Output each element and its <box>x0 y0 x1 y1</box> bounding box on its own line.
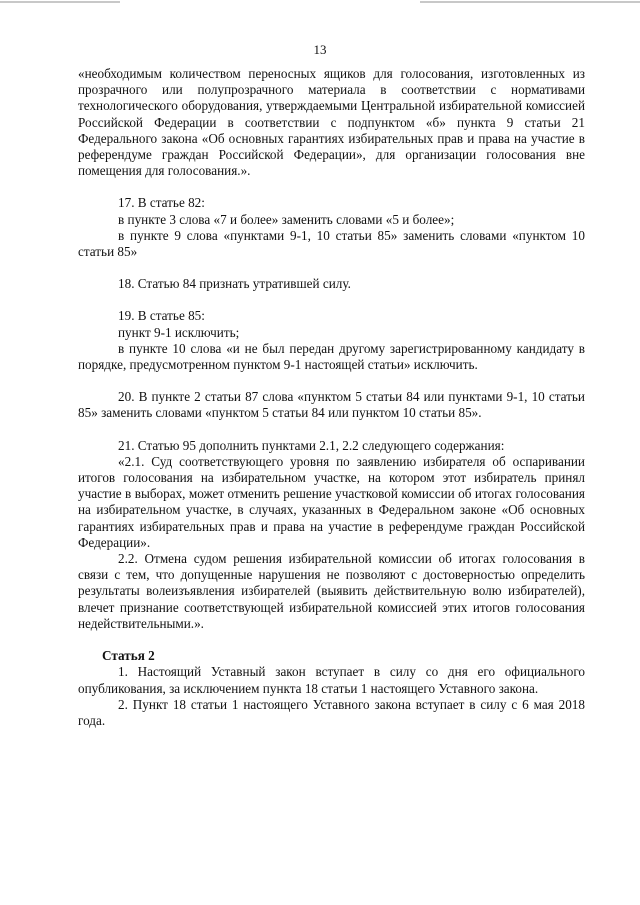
amendment-item-20: 20. В пункте 2 статьи 87 слова «пунктом 5 статьи 84 или пунктами 9-1, 10 статьи 85» заменить словами «пунктом 5 статьи 84 или пунктом 10 статьи 85». <box>78 389 585 421</box>
paragraph-continuation: «необходимым количеством переносных ящиков для голосования, изготовленных из прозрачного или полупрозрачного материала в соответствии с нормативами технологического оборудования, утверждаемыми Центральной избирательной комиссией Российской Федерации в соответствии с подпунктом «б» пункта 9 статьи 21 Федерального закона «Об основных гарантиях избирательных прав и права на участие в референдуме граждан Российской Федерации», для организации голосования вне помещения для голосования.». <box>78 66 585 179</box>
article-2-item-2: 2. Пункт 18 статьи 1 настоящего Уставного закона вступает в силу с 6 мая 2018 года. <box>78 696 585 728</box>
amendment-subitem: в пункте 9 слова «пунктами 9-1, 10 статьи 85» заменить словами «пунктом 10 статьи 85» <box>78 227 585 260</box>
scan-mark <box>0 1 120 3</box>
scan-edge-artifact <box>0 0 640 6</box>
article-2-heading: Статья 2 <box>102 648 155 664</box>
amendment-subitem: пункт 9-1 исключить; <box>118 324 240 340</box>
amendment-quote-2-1: «2.1. Суд соответствующего уровня по заявлению избирателя об оспаривании итогов голосования на избирательном участке, на котором этот избиратель принял участие в выборах, может отменить решение участковой комиссии об итогах голосования на избирательном участке, в случаях, указанных в Федеральном законе «Об основных гарантиях избирательных прав и права на участие в референдуме граждан Российской Федерации». <box>78 453 585 550</box>
amendment-quote-2-2: 2.2. Отмена судом решения избирательной комиссии об итогах голосования в связи с тем, что допущенные нарушения не позволяют с достоверностью определить результаты волеизъявления избирателей (выявить действительную волю избирателей), влечет признание соответствующей избирательной комиссией этих итогов голосования недействительными.». <box>78 551 585 631</box>
document-body <box>78 66 585 729</box>
amendment-item-18: 18. Статью 84 признать утратившей силу. <box>118 276 351 292</box>
amendment-item-19: 19. В статье 85: <box>118 308 205 324</box>
amendment-subitem: в пункте 3 слова «7 и более» заменить словами «5 и более»; <box>118 211 455 227</box>
page-number: 13 <box>313 42 327 57</box>
article-2-item-1: 1. Настоящий Уставный закон вступает в силу со дня его официального опубликования, за исключением пункта 18 статьи 1 настоящего Уставного закона. <box>78 664 585 696</box>
scan-mark <box>420 1 640 3</box>
amendment-item-17: 17. В статье 82: <box>118 195 205 211</box>
amendment-item-21: 21. Статью 95 дополнить пунктами 2.1, 2.2 следующего содержания: <box>118 437 505 453</box>
amendment-subitem: в пункте 10 слова «и не был передан другому зарегистрированному кандидату в порядке, предусмотренном пунктом 9-1 настоящей статьи» исключить. <box>78 340 585 373</box>
